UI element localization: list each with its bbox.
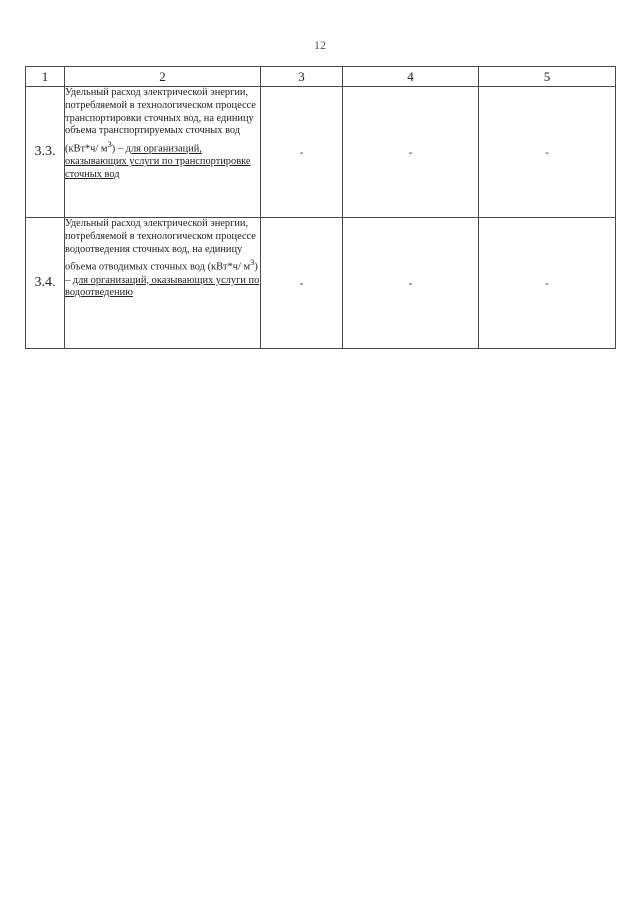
row-value-col4: -	[343, 218, 479, 349]
row-value-col4: -	[343, 87, 479, 218]
row-value-col5: -	[479, 218, 616, 349]
table-row	[26, 218, 616, 349]
indicators-table	[25, 66, 616, 349]
row-description	[65, 218, 261, 349]
row-value-col3: -	[261, 218, 343, 349]
description-text: Удельный расход электрической энергии, потребляемой в технологическом процессе водоотведения сточных вод, на единицу объема отводимых сточных вод (кВт*ч/ м	[65, 218, 256, 273]
unit-superscript: 3	[250, 257, 255, 268]
column-header-5: 5	[479, 67, 616, 87]
unit-superscript: 3	[107, 139, 112, 150]
description-text: Удельный расход электрической энергии, потребляемой в технологическом процессе транспортировки сточных вод, на единицу объема транспортируемых сточных вод (кВт*ч/ м	[65, 87, 256, 155]
page-number: 12	[314, 38, 326, 52]
description-dash: ) –	[65, 261, 258, 286]
row-number: 3.4.	[26, 218, 65, 349]
table-row	[26, 87, 616, 218]
table-header-row	[26, 67, 616, 87]
description-underlined: для организаций, оказывающих услуги по водоотведению	[65, 274, 260, 299]
column-header-3: 3	[261, 67, 343, 87]
row-value-col3: -	[261, 87, 343, 218]
description-dash: ) –	[111, 143, 126, 155]
column-header-2: 2	[65, 67, 261, 87]
row-description	[65, 87, 261, 218]
row-number: 3.3.	[26, 87, 65, 218]
column-header-4: 4	[343, 67, 479, 87]
row-value-col5: -	[479, 87, 616, 218]
description-underlined: для организаций, оказывающих услуги по транспортировке сточных вод	[65, 143, 251, 181]
column-header-1: 1	[26, 67, 65, 87]
